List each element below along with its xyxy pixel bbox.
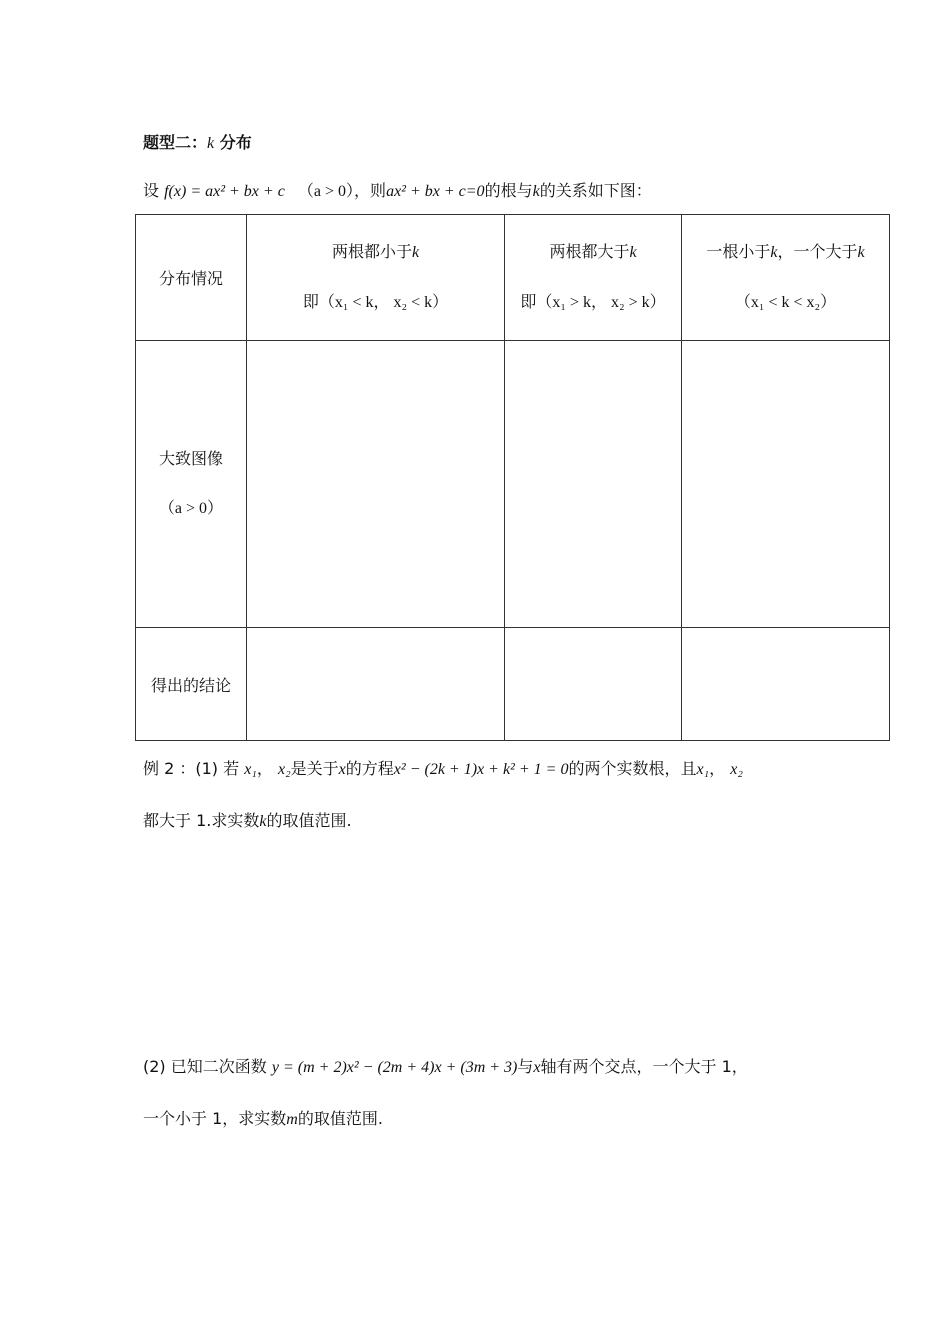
example2-text2: 轴有两个交点，一个大于 1， [540, 1057, 748, 1076]
example1-line2-text: 都大于 1.求实数 [143, 811, 260, 830]
graph-condition: （a > 0） [158, 500, 224, 517]
conclusion-cell-both-greater [505, 628, 682, 741]
row-label-distribution: 分布情况 [136, 215, 247, 341]
col3-title-k: k [770, 244, 778, 261]
conclusion-cell-one-each [682, 628, 890, 741]
heading-suffix: 分布 [219, 133, 252, 152]
example2-function: y = (m + 2)x² − (2m + 4)x + (3m + 3) [271, 1059, 518, 1076]
intro-tail: 的关系如下图： [539, 181, 652, 200]
example1-k: k [259, 813, 267, 830]
table-header-row [136, 215, 890, 341]
example1-text3: 的两个实数根，且 [568, 759, 697, 778]
row-label-graph [136, 341, 247, 628]
table-graph-row [136, 341, 890, 628]
section-heading [143, 130, 252, 153]
intro-k: k [532, 183, 540, 200]
example1-text2: 的方程 [345, 759, 394, 778]
example2-line2 [143, 1106, 383, 1129]
example2-m: m [286, 1111, 298, 1128]
example1-equation: x² − (2k + 1)x + k² + 1 = 0 [393, 761, 569, 778]
example2-text1: 与 [517, 1057, 534, 1076]
col2-title: 两根都大于 [549, 242, 630, 261]
intro-condition: （a > 0） [297, 183, 355, 200]
col1-title-k: k [411, 244, 420, 261]
col3-title-mid: ，一个大于 [777, 242, 858, 261]
k-distribution-table [135, 214, 890, 741]
heading-variable: k [207, 135, 215, 152]
example1-x2: x₂ [277, 761, 291, 778]
example2-line1 [143, 1054, 748, 1077]
graph-cell-both-greater [505, 341, 682, 628]
intro-equation: ax² + bx + c=0 [386, 183, 485, 200]
example1-line2 [143, 808, 352, 831]
example1-x2-repeat: x₂ [730, 761, 743, 778]
graph-cell-one-each [682, 341, 890, 628]
example1-label: 例 2 ：(1) 若 [143, 759, 240, 778]
conclusion-cell-both-less [247, 628, 505, 741]
col2-title-k: k [629, 244, 637, 261]
intro-relation: 的根与 [484, 181, 533, 200]
column-header-one-each [682, 215, 890, 341]
table-conclusion-row [136, 628, 890, 741]
function-definition: f(x) = ax² + bx + c [164, 183, 285, 200]
example2-x: x [533, 1059, 541, 1076]
intro-line [143, 178, 652, 201]
example2-label: (2) 已知二次函数 [143, 1057, 267, 1076]
col2-condition: 即（x₁ > k， x₂ > k） [520, 294, 666, 311]
example2-line2-tail: 的取值范围. [297, 1109, 383, 1128]
column-header-both-less [247, 215, 505, 341]
column-header-both-greater [505, 215, 682, 341]
example1-x1: x₁ [244, 761, 257, 778]
example1-line2-tail: 的取值范围. [266, 811, 352, 830]
heading-prefix: 题型二： [143, 133, 208, 152]
col3-condition: （x₁ < k < x₂） [734, 294, 837, 311]
col1-condition: 即（x₁ < k， x₂ < k） [302, 294, 449, 311]
graph-cell-both-less [247, 341, 505, 628]
example1-sep-repeat: ， [709, 759, 726, 778]
graph-label: 大致图像 [158, 449, 223, 468]
intro-set: 设 [143, 181, 160, 200]
col3-title-k2: k [857, 244, 865, 261]
row-label-conclusion: 得出的结论 [136, 628, 247, 741]
example1-x: x [338, 761, 346, 778]
intro-then: ，则 [354, 181, 387, 200]
example1-line1 [143, 756, 743, 779]
example1-text1: 是关于 [290, 759, 339, 778]
example1-sep: ， [256, 759, 273, 778]
col3-title: 一根小于 [706, 242, 771, 261]
example1-x1-repeat: x₁ [696, 761, 710, 778]
example2-line2-text: 一个小于 1，求实数 [143, 1109, 287, 1128]
col1-title: 两根都小于 [331, 242, 412, 261]
